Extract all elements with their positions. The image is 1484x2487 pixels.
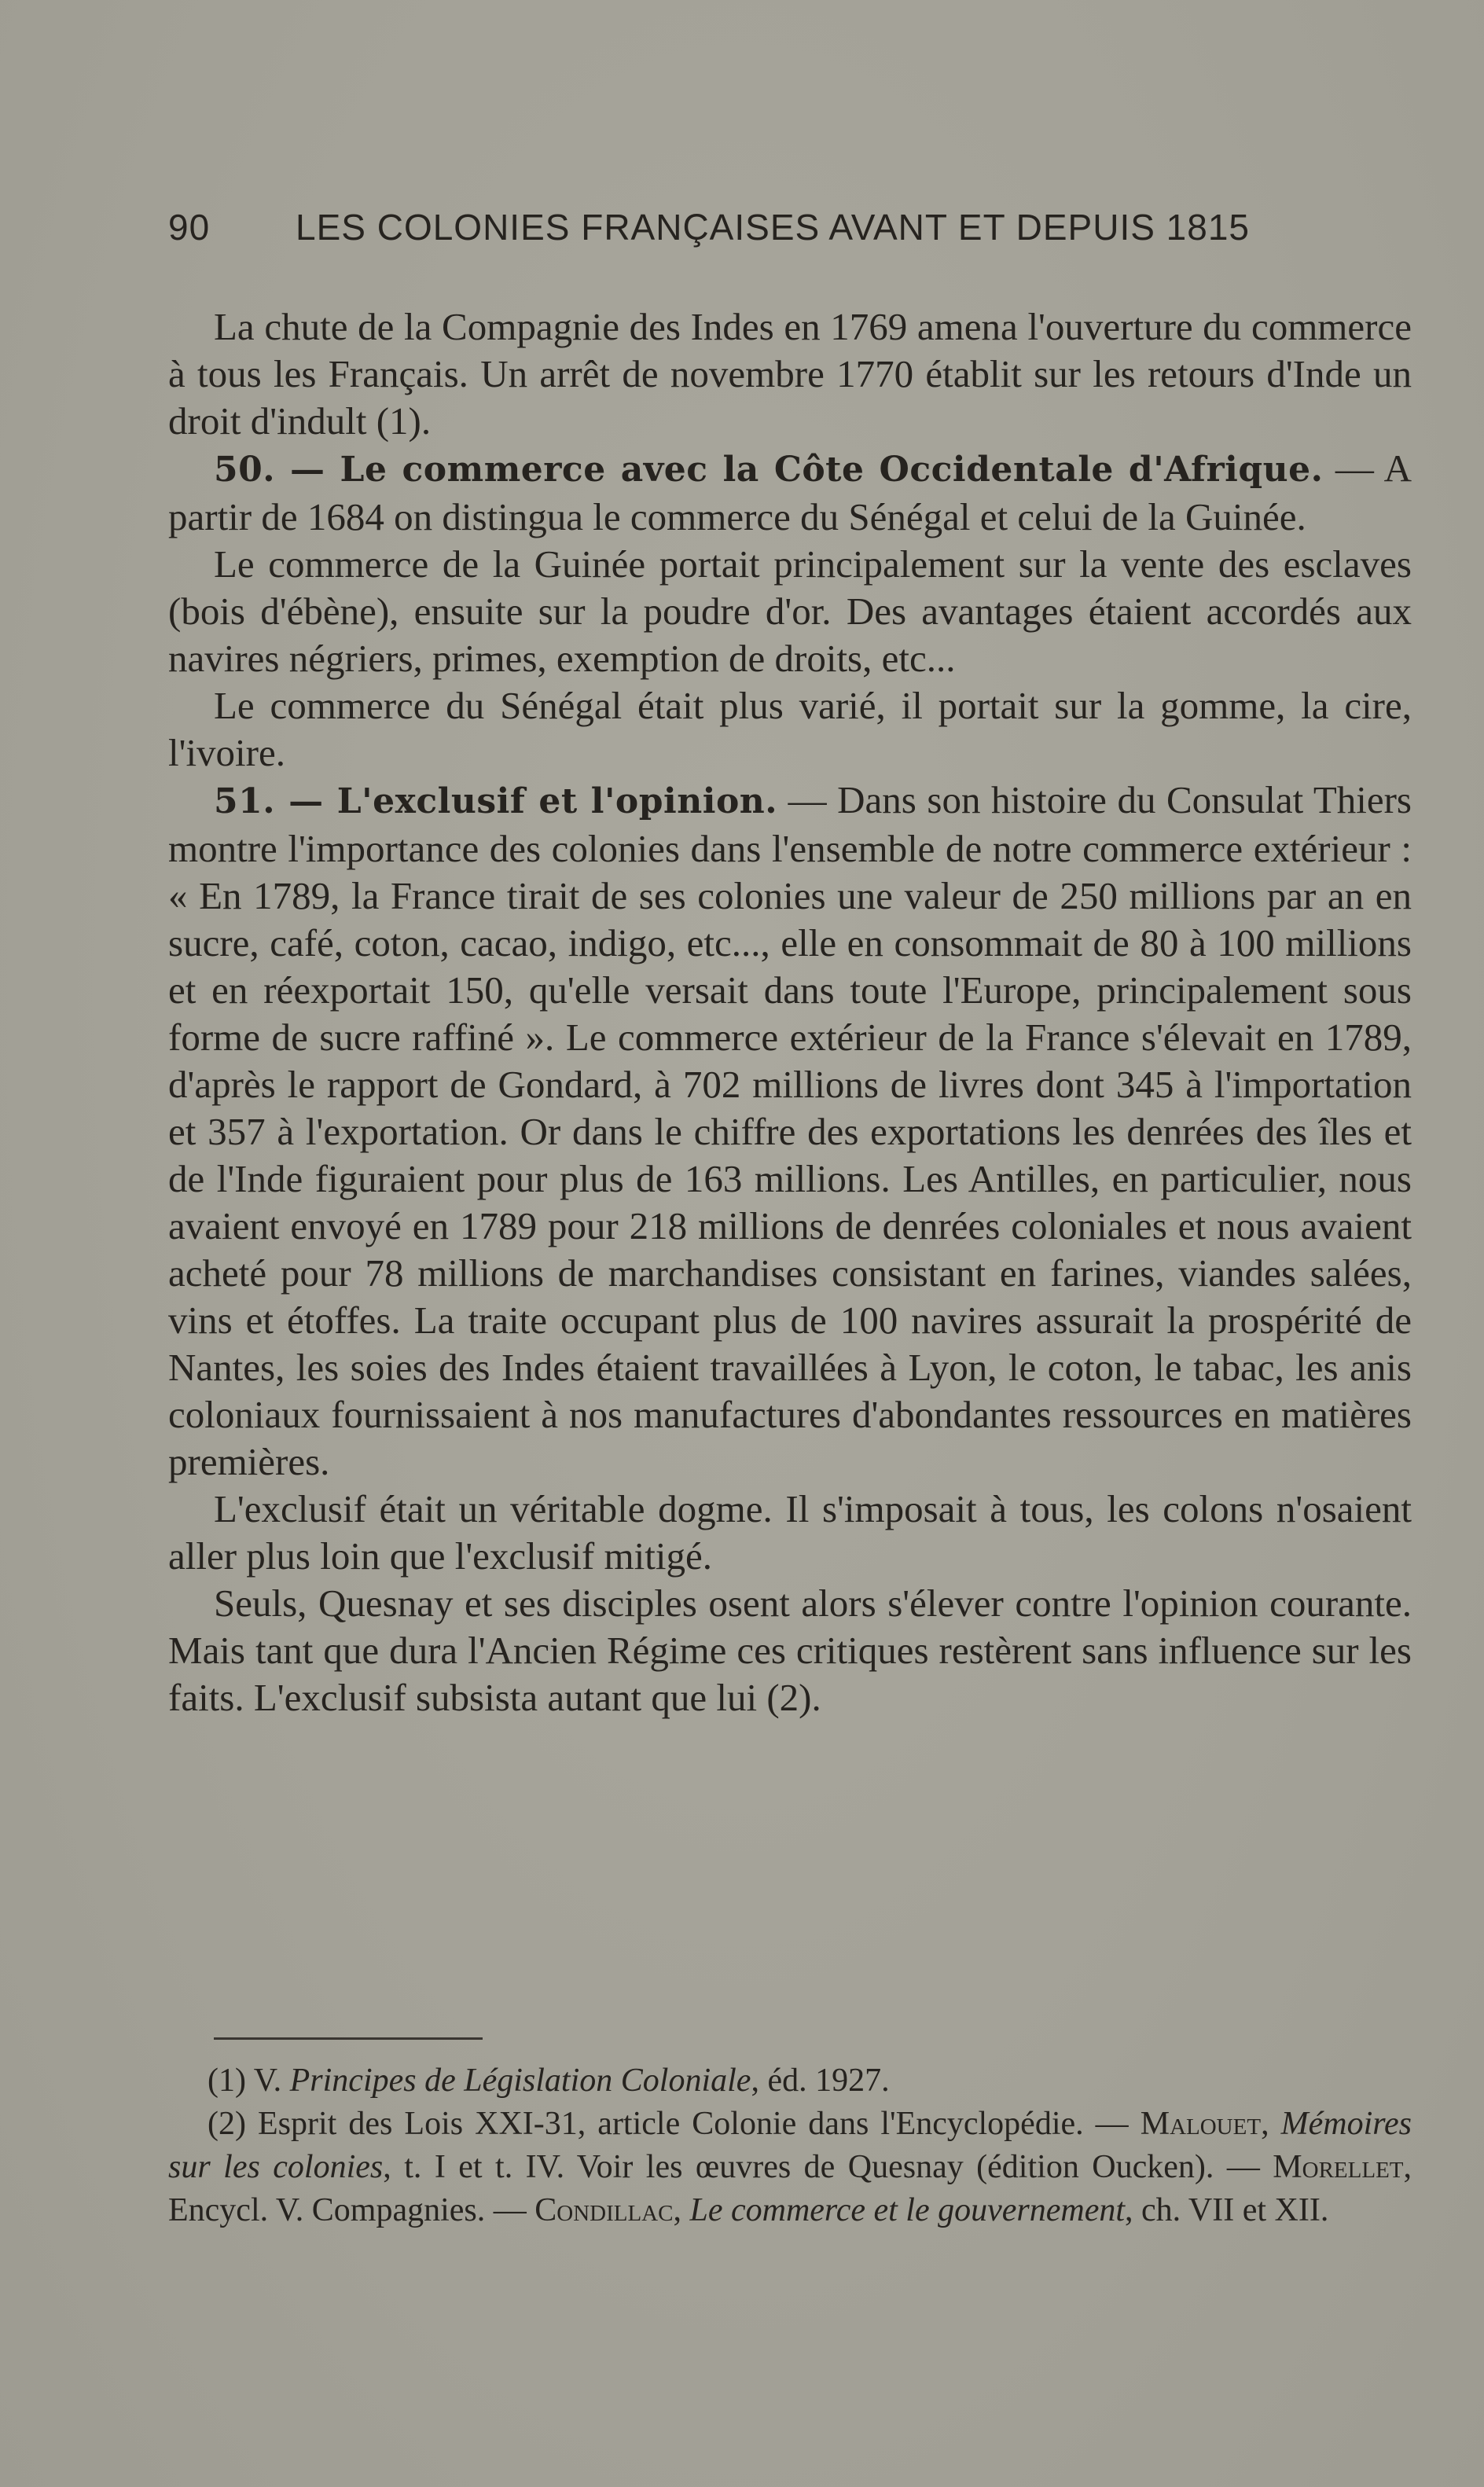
footnote-separator: , (673, 2192, 690, 2228)
main-text (168, 303, 1412, 1721)
footnote-title: Le commerce et le gouvernement (689, 2192, 1126, 2228)
section-51 (168, 777, 1412, 1486)
running-header (168, 206, 1292, 261)
footnote-title: Principes de Législation Coloniale (289, 2063, 751, 2099)
paragraph: La chute de la Compagnie des Indes en 1769 amena l'ouverture du commerce à tous les Français. Un arrêt de novembre 1770 établit sur les retours d'Inde un droit d'indult (1). (168, 305, 1412, 443)
section-heading: 50. — Le commerce avec la Côte Occidentale d'Afrique. (214, 450, 1324, 490)
paragraph: Seuls, Quesnay et ses disciples osent alors s'élever contre l'opinion courante. Mais tant que dura l'Ancien Régime ces critiques restèrent sans influence sur les faits. L'exclusif subsista autant que lui (2). (168, 1581, 1412, 1719)
footnote-text: , ch. VII et XII. (1125, 2192, 1329, 2228)
section-heading: 51. — L'exclusif et l'opinion. (214, 781, 778, 821)
footnote-marker: (1) V. (208, 2063, 290, 2099)
footnote-text: (2) Esprit des Lois XXI-31, article Colonie dans l'Encyclopédie. — (208, 2106, 1141, 2142)
footnote-text: , éd. 1927. (751, 2063, 890, 2099)
section-50 (168, 445, 1412, 541)
footnote-2 (168, 2103, 1412, 2232)
paragraph: Le commerce de la Guinée portait principalement sur la vente des esclaves (bois d'ébène), ensuite sur la poudre d'or. Des avantages étaient accordés aux navires négriers, primes, exemption de droits, etc... (168, 542, 1412, 680)
footnote-1 (168, 2059, 1412, 2103)
running-title: LES COLONIES FRANÇAISES AVANT ET DEPUIS 1815 (296, 207, 1251, 248)
footnote-text: , t. I et t. IV. Voir les œuvres de Quesnay (édition Oucken). — (383, 2149, 1273, 2185)
footnote-author: Malouet (1140, 2106, 1262, 2142)
paragraph: L'exclusif était un véritable dogme. Il s'imposait à tous, les colons n'osaient aller plus loin que l'exclusif mitigé. (168, 1487, 1412, 1578)
paragraph: Le commerce du Sénégal était plus varié, il portait sur la gomme, la cire, l'ivoire. (168, 684, 1412, 774)
footnote-author: Morellet (1273, 2149, 1404, 2185)
footnote-separator: , (1261, 2106, 1281, 2142)
footnote-title: Mémoires sur les colonies (168, 2106, 1412, 2185)
section-text: — Dans son histoire du Consulat Thiers montre l'importance des colonies dans l'ensemble de notre commerce extérieur : « En 1789, la France tirait de ses colonies une valeur de 250 millions par an en sucre, café, coton, cacao, indigo, etc..., elle en consommait de 80 à 100 millions et en réexportait 150, qu'elle versait dans toute l'Europe, principalement sous forme de sucre raffiné ». Le commerce extérieur de la France s'élevait en 1789, d'après le rapport de Gondard, à 702 millions de livres dont 345 à l'importation et 357 à l'exportation. Or dans le chiffre des exportations les denrées des îles et de l'Inde figuraient pour plus de 163 millions. Les Antilles, en particulier, nous avaient envoyé en 1789 pour 218 millions de denrées coloniales et nous avaient acheté pour 78 millions de marchandises consistant en farines, viandes salées, vins et étoffes. La traite occupant plus de 100 navires assurait la prospérité de Nantes, les soies des Indes étaient travaillées à Lyon, le coton, le tabac, les anis coloniaux fournissaient à nos manufactures d'abondantes ressources en matières premières. (168, 778, 1412, 1483)
footnote-text: , Encycl. V. Compagnies. — (168, 2149, 1412, 2228)
footnote-divider (214, 2037, 483, 2040)
footnote-author: Condillac (534, 2192, 674, 2228)
section-text: — A partir de 1684 on distingua le commerce du Sénégal et celui de la Guinée. (168, 446, 1412, 538)
page-number: 90 (168, 207, 211, 248)
footnotes (168, 2059, 1412, 2232)
